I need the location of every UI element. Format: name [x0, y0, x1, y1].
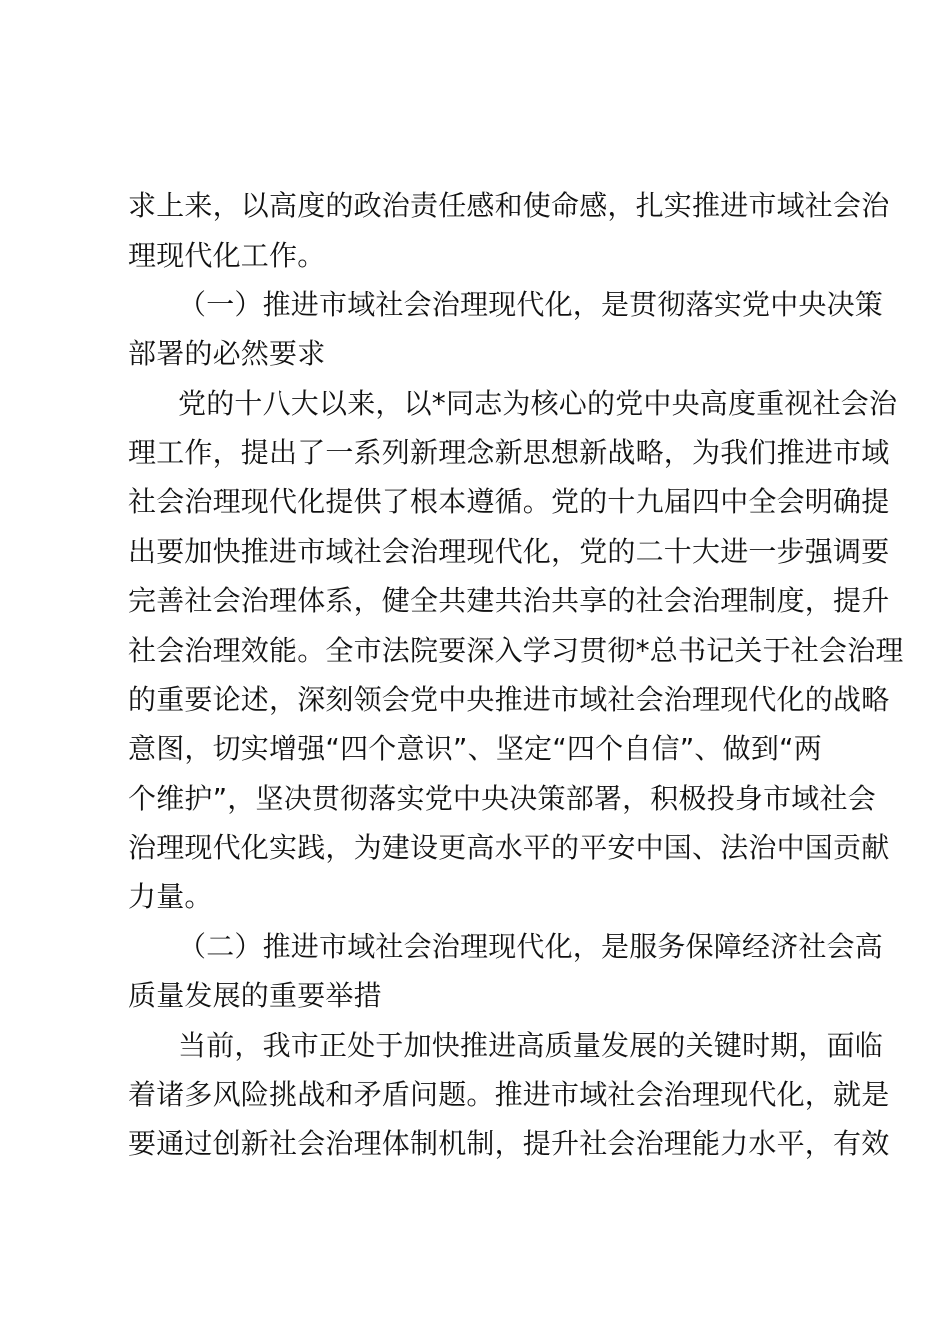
section-heading-2: （二）推进市域社会治理现代化，是服务保障经济社会高 [178, 930, 884, 963]
text-line: 治理现代化实践，为建设更高水平的平安中国、法治中国贡献 [128, 831, 890, 864]
text-line: 社会治理效能。全市法院要深入学习贯彻*总书记关于社会治理 [128, 634, 904, 667]
text-line: 着诸多风险挑战和矛盾问题。推进市域社会治理现代化，就是 [128, 1078, 890, 1111]
section-heading-2-cont: 质量发展的重要举措 [128, 979, 382, 1012]
text-line: 理现代化工作。 [128, 239, 326, 272]
text-line: 社会治理现代化提供了根本遵循。党的十九届四中全会明确提 [128, 485, 890, 518]
text-line: 完善社会治理体系，健全共建共治共享的社会治理制度，提升 [128, 584, 890, 617]
text-line: 理工作，提出了一系列新理念新思想新战略，为我们推进市域 [128, 436, 890, 469]
text-line: 要通过创新社会治理体制机制，提升社会治理能力水平，有效 [128, 1127, 890, 1160]
section-heading-1-cont: 部署的必然要求 [128, 337, 326, 370]
text-line: 的重要论述，深刻领会党中央推进市域社会治理现代化的战略 [128, 683, 890, 716]
text-line: 个维护”，坚决贯彻落实党中央决策部署，积极投身市域社会 [128, 782, 876, 815]
text-line: 当前，我市正处于加快推进高质量发展的关键时期，面临 [178, 1029, 884, 1062]
text-line: 党的十八大以来，以*同志为核心的党中央高度重视社会治 [178, 387, 898, 420]
text-line: 意图，切实增强“四个意识”、坚定“四个自信”、做到“两 [128, 732, 822, 765]
section-heading-1: （一）推进市域社会治理现代化，是贯彻落实党中央决策 [178, 288, 884, 321]
text-line: 求上来，以高度的政治责任感和使命感，扎实推进市域社会治 [128, 189, 890, 222]
text-line: 力量。 [128, 880, 213, 913]
text-line: 出要加快推进市域社会治理现代化，党的二十大进一步强调要 [128, 535, 890, 568]
